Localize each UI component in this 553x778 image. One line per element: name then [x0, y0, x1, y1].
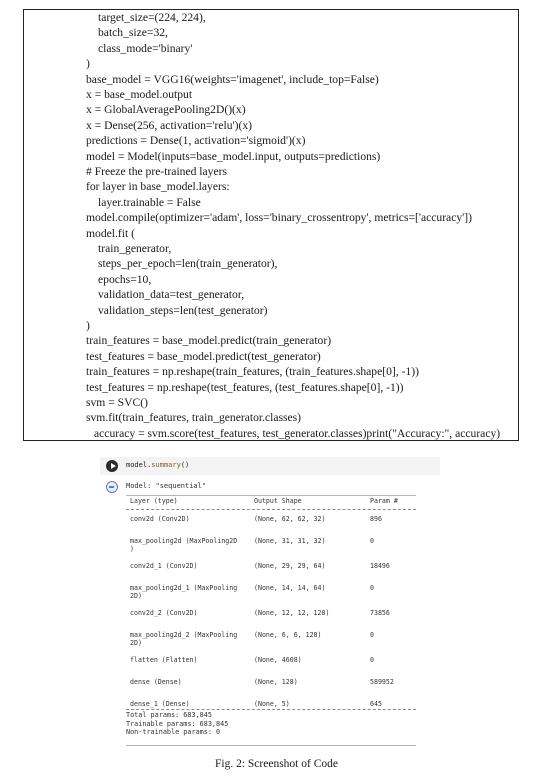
footer-rule — [126, 709, 416, 710]
row-param-count: 0 — [370, 656, 374, 664]
model-name-line: Model: "sequential" — [126, 482, 207, 490]
code-line: ) — [86, 57, 90, 71]
code-line: # Freeze the pre-trained layers — [86, 165, 227, 178]
cell-code — [126, 461, 189, 469]
row-layer-name: conv2d_2 (Conv2D) — [130, 609, 198, 617]
row-param-count: 18496 — [370, 562, 390, 570]
row-param-count: 645 — [370, 700, 382, 708]
cell-code-parens: () — [180, 461, 190, 469]
code-line: predictions = Dense(1, activation='sigmoid')(x) — [86, 134, 306, 148]
row-layer-name: dense (Dense) — [130, 678, 182, 686]
code-line: accuracy = svm.score(test_features, test_generator.classes)print("Accuracy:", accuracy) — [94, 426, 501, 440]
row-output-shape: (None, 62, 62, 32) — [254, 515, 326, 523]
code-listing — [23, 9, 519, 441]
code-line: for layer in base_model.layers: — [86, 180, 230, 194]
code-line: validation_data=test_generator, — [98, 288, 245, 302]
row-layer-name: 2D) — [130, 639, 142, 647]
row-param-count: 0 — [370, 537, 374, 545]
notebook-screenshot — [100, 457, 440, 747]
row-layer-name: max_pooling2d (MaxPooling2D — [130, 537, 238, 545]
header-params: Param # — [370, 497, 398, 505]
play-circle-icon[interactable] — [106, 460, 118, 472]
code-line: test_features = base_model.predict(test_generator) — [86, 349, 321, 363]
header-shape: Output Shape — [254, 497, 302, 505]
row-output-shape: (None, 12, 12, 128) — [254, 609, 330, 617]
summary-total-line: Non-trainable params: 0 — [126, 728, 221, 736]
row-layer-name: conv2d (Conv2D) — [130, 515, 190, 523]
figure-caption: Fig. 2: Screenshot of Code — [215, 758, 338, 770]
row-layer-name: conv2d_1 (Conv2D) — [130, 562, 198, 570]
row-output-shape: (None, 128) — [254, 678, 298, 686]
row-param-count: 73856 — [370, 609, 390, 617]
row-layer-name: max_pooling2d_1 (MaxPooling — [130, 584, 238, 592]
code-line: svm = SVC() — [86, 396, 148, 409]
code-line: x = Dense(256, activation='relu')(x) — [86, 118, 252, 132]
code-line: model.fit ( — [86, 226, 135, 240]
row-output-shape: (None, 14, 14, 64) — [254, 584, 326, 592]
code-cell — [100, 457, 440, 475]
code-line: base_model = VGG16(weights='imagenet', include_top=False) — [86, 72, 379, 86]
summary-total-line: Trainable params: 683,845 — [126, 719, 229, 728]
row-layer-name: ) — [130, 545, 134, 553]
code-line: train_generator, — [98, 242, 172, 255]
header-rule — [126, 509, 416, 510]
row-output-shape: (None, 6, 6, 128) — [254, 631, 322, 639]
row-param-count: 0 — [370, 584, 374, 592]
row-layer-name: flatten (Flatten) — [130, 656, 198, 664]
summary-total-line: Total params: 683,845 — [126, 711, 212, 719]
code-line: svm.fit(train_features, train_generator.classes) — [86, 411, 302, 425]
row-param-count: 589952 — [370, 678, 394, 686]
code-line: x = GlobalAveragePooling2D()(x) — [86, 103, 246, 117]
row-output-shape: (None, 31, 31, 32) — [254, 537, 326, 545]
row-param-count: 896 — [370, 515, 382, 523]
row-param-count: 0 — [370, 631, 374, 639]
code-line: layer.trainable = False — [98, 195, 201, 209]
code-line: steps_per_epoch=len(train_generator), — [98, 257, 278, 271]
code-line: ) — [86, 319, 90, 332]
code-line: train_features = base_model.predict(train_generator) — [86, 334, 332, 348]
code-line: x = base_model.output — [86, 88, 193, 101]
row-layer-name: 2D) — [130, 592, 142, 600]
top-rule — [126, 495, 416, 496]
code-line: model.compile(optimizer='adam', loss='binary_crossentropy', metrics=['accuracy']) — [86, 211, 472, 225]
row-output-shape: (None, 4608) — [254, 656, 302, 664]
code-line: train_features = np.reshape(train_features, (train_features.shape[0], -1)) — [86, 365, 419, 379]
code-line: batch_size=32, — [98, 26, 168, 40]
cell-code-method: summary — [151, 461, 181, 469]
bottom-rule — [126, 745, 416, 746]
cell-code-object: model. — [126, 461, 152, 469]
code-line: target_size=(224, 224), — [98, 11, 206, 24]
row-output-shape: (None, 5) — [254, 700, 290, 708]
code-line: class_mode='binary' — [98, 41, 193, 55]
row-layer-name: dense_1 (Dense) — [130, 700, 190, 708]
code-line: validation_steps=len(test_generator) — [98, 303, 268, 317]
row-layer-name: max_pooling2d_2 (MaxPooling — [130, 631, 238, 639]
code-line: test_features = np.reshape(test_features, (test_features.shape[0], -1)) — [86, 380, 404, 394]
header-layer: Layer (type) — [130, 497, 178, 505]
output-toggle-icon[interactable] — [106, 481, 118, 493]
row-output-shape: (None, 29, 29, 64) — [254, 562, 326, 570]
code-line: model = Model(inputs=base_model.input, outputs=predictions) — [86, 149, 381, 163]
code-line: epochs=10, — [98, 272, 152, 286]
